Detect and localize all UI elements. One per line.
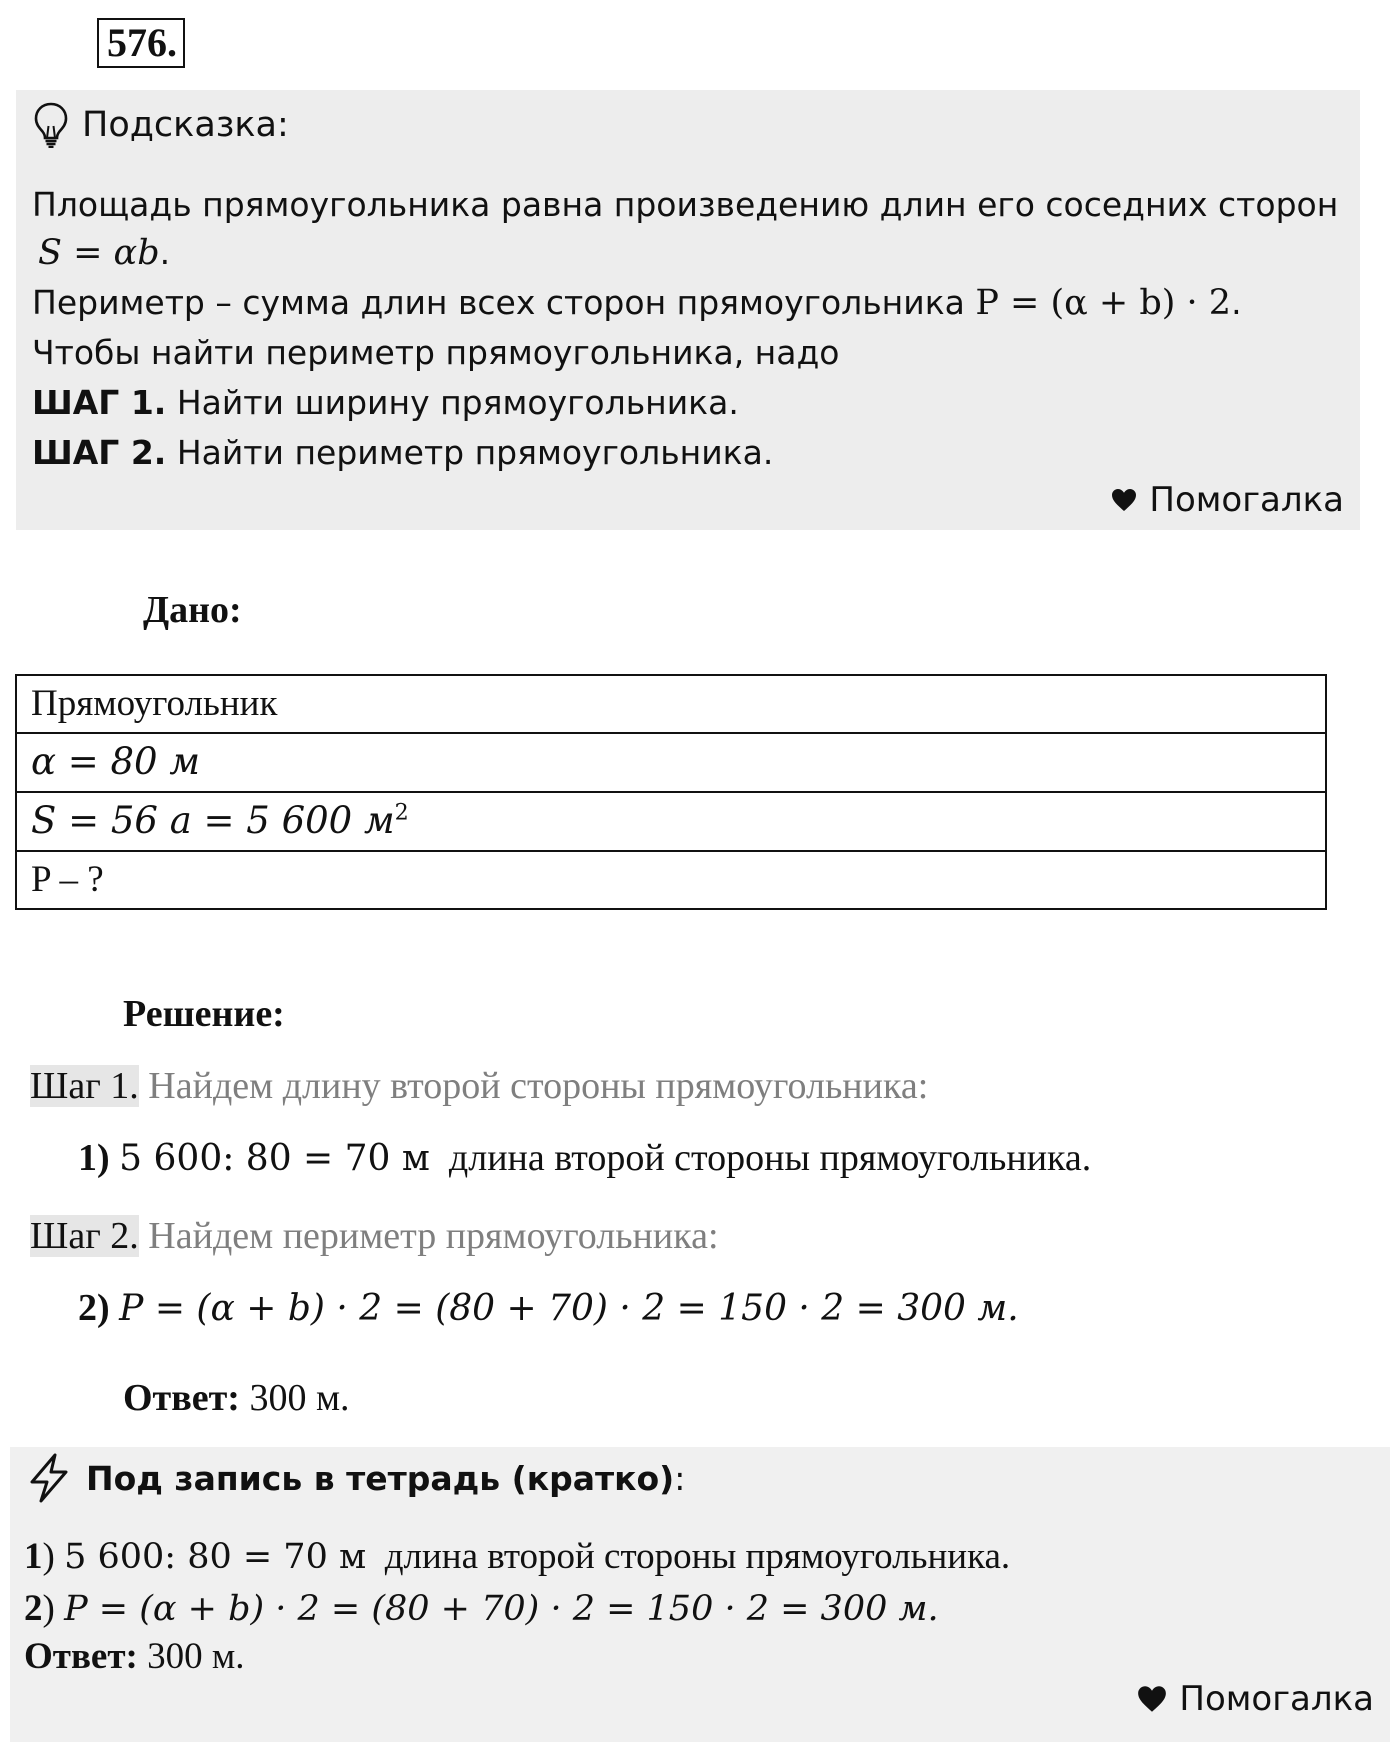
problem-number: 576. — [97, 18, 185, 68]
hint-formula-area: S = αb. — [38, 233, 171, 273]
notes-header: Под запись в тетрадь (кратко) : — [26, 1447, 685, 1509]
solution-calc-1: 1) 5 600: 80 = 70 м длина второй стороны прямоугольника. — [78, 1137, 1092, 1179]
notes-brand: Помогалка — [1137, 1679, 1374, 1719]
step-2-label: Шаг 2. — [30, 1215, 139, 1257]
solution-step-2 — [30, 1214, 719, 1258]
step-2-text: Найдем периметр прямоугольника: — [148, 1215, 719, 1257]
step-1-text: Найдем длину второй стороны прямоугольника: — [148, 1065, 929, 1107]
lightning-icon — [26, 1453, 72, 1503]
heart-icon — [1137, 1685, 1167, 1713]
solution-step-1 — [30, 1064, 928, 1108]
step-1-label: Шаг 1. — [30, 1065, 139, 1107]
solution-answer: Ответ: 300 м. — [123, 1377, 350, 1419]
notes-title: Под запись в тетрадь (кратко) — [86, 1458, 675, 1498]
notes-answer: Ответ: 300 м. — [24, 1636, 245, 1677]
lightbulb-icon — [34, 102, 68, 148]
hint-box — [16, 90, 1360, 530]
given-row — [16, 851, 1326, 909]
notes-line-1: 1) 5 600: 80 = 70 м длина второй стороны прямоугольника. — [24, 1536, 1011, 1577]
hint-line-area: Площадь прямоугольника равна произведению длин его соседних сторон — [32, 185, 1339, 224]
given-row — [16, 733, 1326, 792]
given-unknown: P – ? — [16, 851, 1326, 909]
notes-box — [10, 1447, 1390, 1742]
given-row — [16, 792, 1326, 851]
given-row — [16, 675, 1326, 733]
given-title: Дано: — [143, 589, 242, 631]
hint-line-perimeter: Периметр – сумма длин всех сторон прямоугольника P = (α + b) · 2. — [32, 283, 1242, 323]
solution-title: Решение: — [123, 993, 285, 1035]
given-side-a: α = 80 м — [16, 733, 1326, 792]
hint-step-2: ШАГ 2. Найти периметр прямоугольника. — [32, 433, 774, 472]
hint-step-1: ШАГ 1. Найти ширину прямоугольника. — [32, 383, 739, 422]
heart-icon — [1111, 488, 1137, 512]
solution-calc-2: 2) P = (α + b) · 2 = (80 + 70) · 2 = 150 · 2 = 300 м. — [78, 1287, 1019, 1329]
notes-line-2: 2) P = (α + b) · 2 = (80 + 70) · 2 = 150 · 2 = 300 м. — [24, 1588, 939, 1629]
given-table — [15, 674, 1327, 910]
hint-brand: Помогалка — [1111, 480, 1344, 520]
hint-line-plan: Чтобы найти периметр прямоугольника, надо — [32, 333, 840, 372]
given-figure: Прямоугольник — [16, 675, 1326, 733]
hint-header — [34, 98, 289, 152]
hint-title: Подсказка: — [82, 105, 289, 145]
given-area: S = 56 а = 5 600 $м^2$ — [16, 792, 1326, 851]
